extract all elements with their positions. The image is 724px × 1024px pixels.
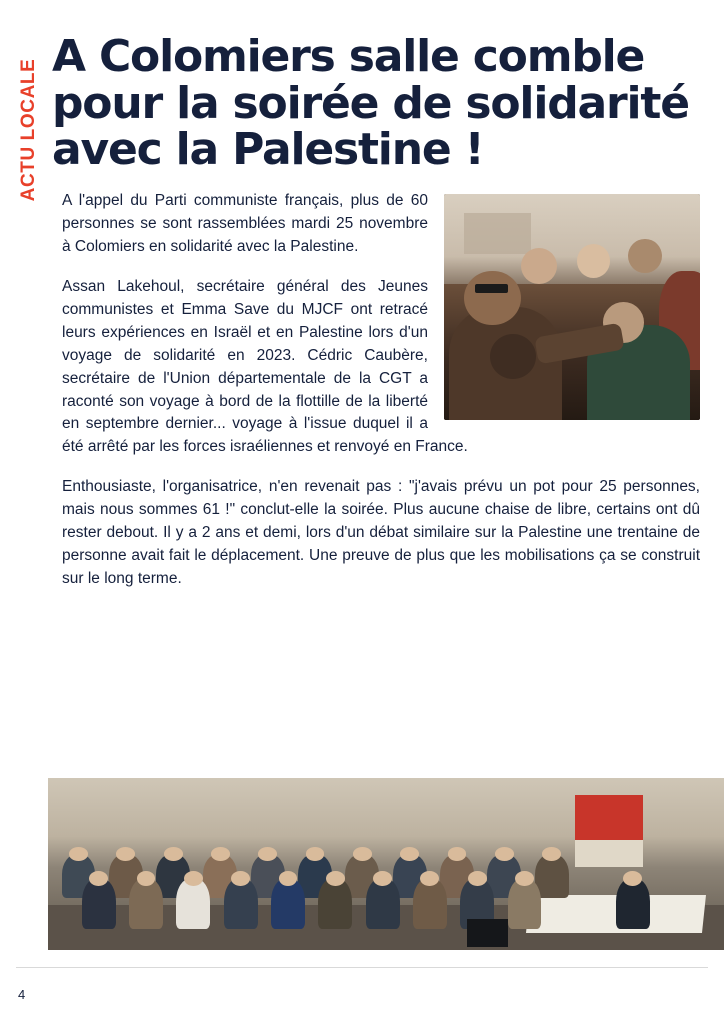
footer-divider (16, 967, 708, 968)
headline-line-2: pour la soirée de solidarité (52, 77, 689, 129)
page-title (52, 31, 712, 176)
article-paragraph: Enthousiaste, l'organisatrice, n'en revenait pas : "j'avais prévu un pot pour 25 personnes, mais nous sommes 61 !" conclut-elle la soirée. Plus aucune chaise de libre, certains ont dû rester debout. Il y a 2 ans et demi, lors d'un débat similaire sur la Palestine une trentaine de personne avait fait le déplacement. Une preuve de plus que les mobilisations ça se construit sur le long terme. (62, 478, 700, 588)
photo-top-scene (444, 194, 700, 420)
section-label-text: ACTU LOCALE (18, 58, 39, 202)
article-paragraph: Assan Lakehoul, secrétaire général des Jeunes communistes et Emma Save du MJCF ont retracé leurs expériences en Israël et en Palestine lors d'un voyage de solidarité en 2023. Cédric Caubère, secrétaire de l'Union départementale de la CGT a raconté son voyage à bord de la flottille de la liberté en septembre dernier... voyage à l'issue duquel il a été arrêté par les forces israéliennes et renvoyé en France. (62, 277, 468, 456)
article-paragraph: A l'appel du Parti communiste français, plus de 60 personnes se sont rassemblées mardi 25 novembre à Colomiers en solidarité avec la Palestine. (62, 192, 428, 255)
headline-line-3: avec la Palestine ! (52, 124, 484, 176)
photo-audience-room (48, 778, 724, 950)
article-body (62, 190, 700, 591)
headline-line-1: A Colomiers salle comble (52, 31, 645, 82)
section-label (12, 40, 46, 220)
photo-bottom-scene (48, 778, 724, 950)
page-number: 4 (18, 987, 26, 1002)
photo-meeting-speaker (444, 194, 700, 420)
